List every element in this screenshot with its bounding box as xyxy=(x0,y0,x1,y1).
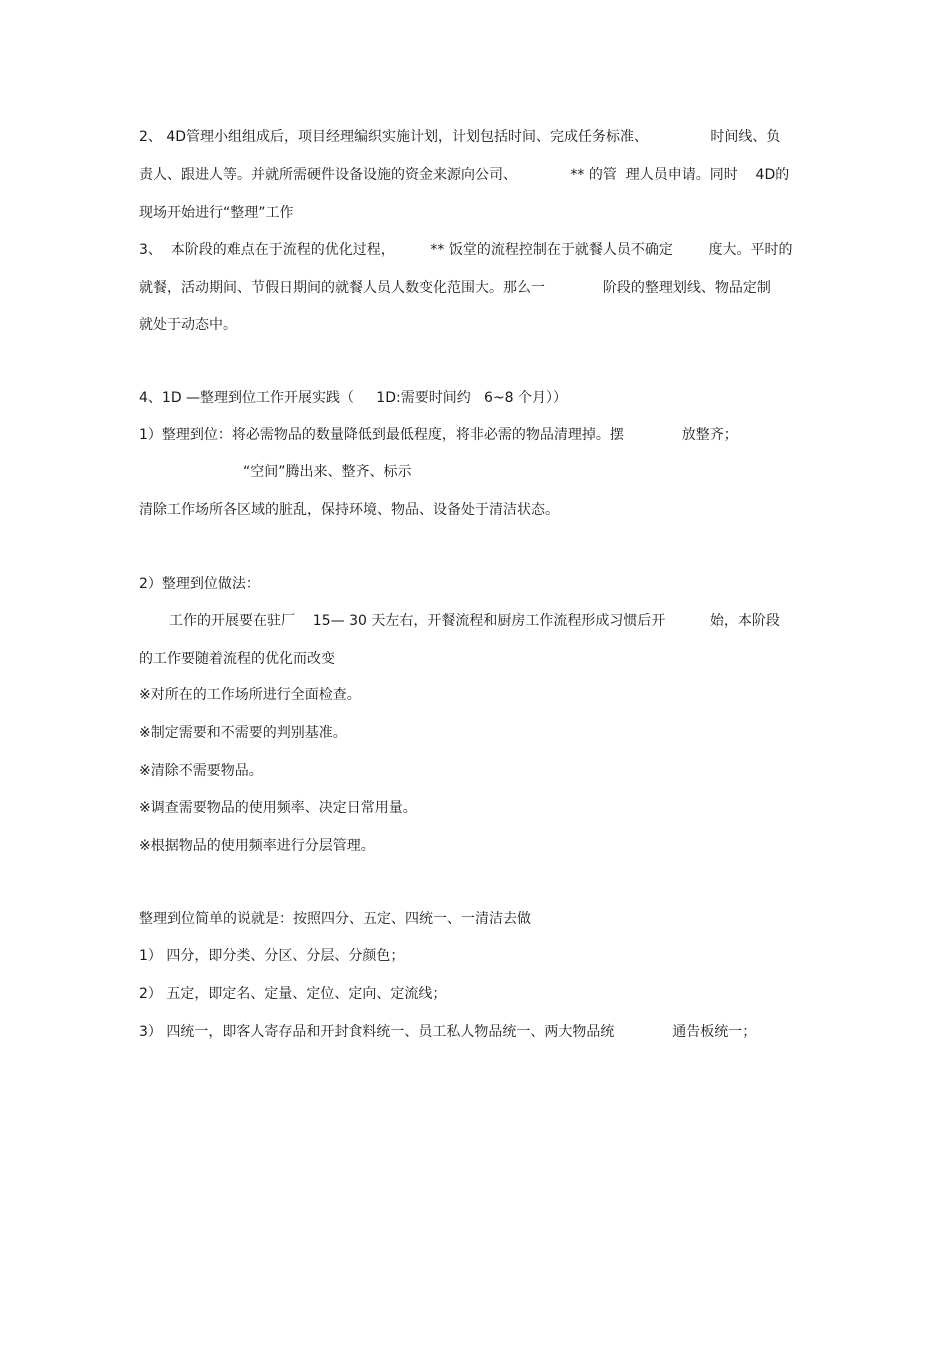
paragraph-2-line-1: 2、 4D管理小组组成后，项目经理编织实施计划，计划包括时间、完成任务标准、 时间线、负 xyxy=(139,129,781,145)
section-4-heading: 4、1D —整理到位工作开展实践（ 1D:需要时间约 6~8 个月）） xyxy=(139,390,568,406)
summary-item-2: 2） 五定，即定名、定量、定位、定向、定流线； xyxy=(139,986,447,1002)
item-2-paragraph-line-1: 工作的开展要在驻厂 15— 30 天左右，开餐流程和厨房工作流程形成习惯后开 始，本阶段 xyxy=(169,613,780,629)
paragraph-2-line-2: 责人、跟进人等。并就所需硬件设备设施的资金来源向公司、 ** 的管 理人员申请。同时 4D的 xyxy=(139,167,790,183)
paragraph-3-line-1: 3、 本阶段的难点在于流程的优化过程， ** 饭堂的流程控制在于就餐人员不确定 度大。平时的 xyxy=(139,242,793,258)
checklist-item-5: ※根据物品的使用频率进行分层管理。 xyxy=(139,838,375,854)
checklist-item-1: ※对所在的工作场所进行全面检查。 xyxy=(139,687,361,703)
checklist-item-2: ※制定需要和不需要的判别基准。 xyxy=(139,725,347,741)
paragraph-3-line-2: 就餐，活动期间、节假日期间的就餐人员人数变化范围大。那么一 阶段的整理划线、物品定制 xyxy=(139,280,771,296)
summary-heading: 整理到位简单的说就是：按照四分、五定、四统一、一清洁去做 xyxy=(139,911,531,927)
item-1-line-2: “空间”腾出来、整齐、标示 xyxy=(243,464,412,480)
item-2-heading: 2）整理到位做法： xyxy=(139,576,260,592)
paragraph-2-line-3: 现场开始进行“整理”工作 xyxy=(139,205,294,221)
paragraph-3-line-3: 就处于动态中。 xyxy=(139,317,237,333)
item-1-line-1: 1）整理到位：将必需物品的数量降低到最低程度，将非必需的物品清理掉。摆 放整齐； xyxy=(139,427,738,443)
summary-item-1: 1） 四分，即分类、分区、分层、分颜色； xyxy=(139,948,405,964)
checklist-item-4: ※调查需要物品的使用频率、决定日常用量。 xyxy=(139,800,417,816)
item-2-paragraph-line-2: 的工作要随着流程的优化而改变 xyxy=(139,651,335,667)
summary-item-3: 3） 四统一，即客人寄存品和开封食料统一、员工私人物品统一、两大物品统 通告板统一； xyxy=(139,1024,757,1040)
checklist-item-3: ※清除不需要物品。 xyxy=(139,763,263,779)
item-1-line-3: 清除工作场所各区域的脏乱，保持环境、物品、设备处于清洁状态。 xyxy=(139,502,559,518)
